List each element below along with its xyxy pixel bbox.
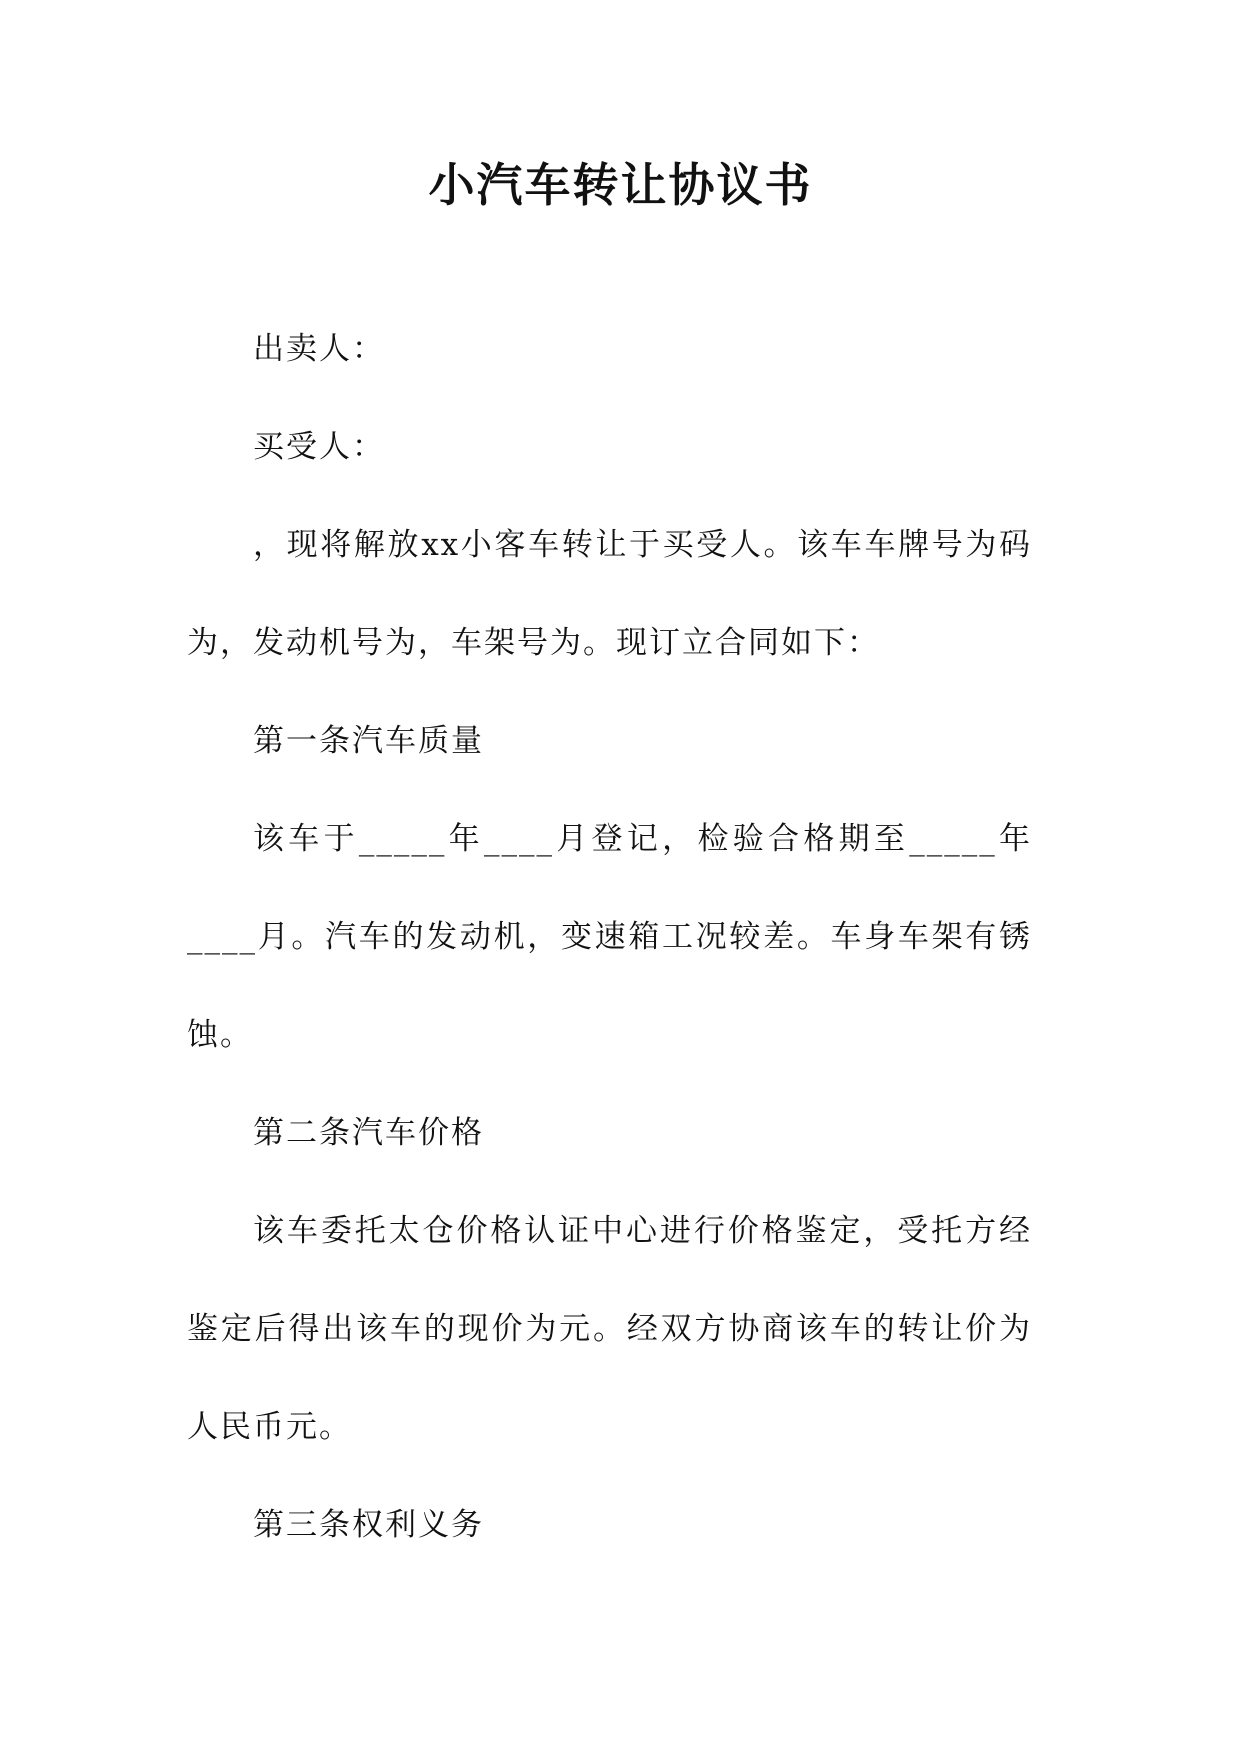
- intro-paragraph: ，现将解放xx小客车转让于买受人。该车车牌号为码为，发动机号为，车架号为。现订立合同如下：: [187, 527, 1032, 661]
- document-title: 小汽车转让协议书: [428, 158, 813, 212]
- seller-line: 出卖人：: [253, 331, 385, 367]
- article-1-paragraph: 该车于_____年____月登记，检验合格期至_____年____月。汽车的发动机，变速箱工况较差。车身车架有锈蚀。: [187, 821, 1032, 1053]
- article-2-heading: 第二条汽车价格: [253, 1115, 484, 1151]
- article-3-heading: 第三条权利义务: [253, 1507, 484, 1543]
- buyer-line: 买受人：: [253, 429, 385, 465]
- article-2-paragraph: 该车委托太仓价格认证中心进行价格鉴定，受托方经鉴定后得出该车的现价为元。经双方协商该车的转让价为人民币元。: [187, 1213, 1032, 1445]
- article-1-heading: 第一条汽车质量: [253, 723, 484, 759]
- document-body: [187, 300, 1032, 1574]
